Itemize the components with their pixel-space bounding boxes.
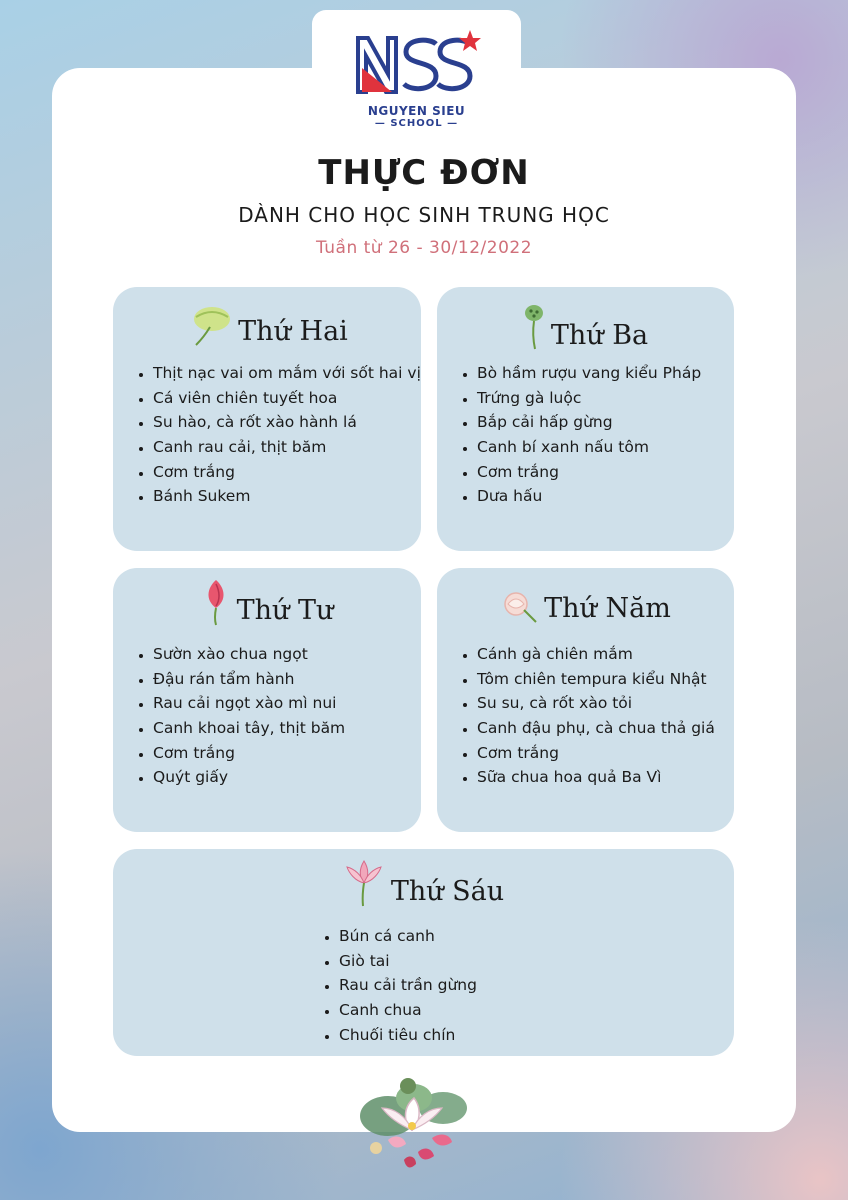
- day-title-tuesday: Thứ Ba: [550, 320, 649, 351]
- day-title-thursday: Thứ Năm: [544, 593, 671, 624]
- lotus-bouquet-icon: [348, 1068, 478, 1178]
- dish-list-wednesday: [135, 642, 345, 790]
- pink-lotus-icon: [343, 857, 385, 907]
- dish-item: • Bún cá canh: [339, 924, 477, 949]
- day-box-monday: [113, 287, 421, 551]
- day-title-friday: Thứ Sáu: [390, 876, 505, 907]
- dish-item: • Tôm chiên tempura kiểu Nhật: [477, 667, 715, 692]
- dish-item: • Sữa chua hoa quả Ba Vì: [477, 765, 715, 790]
- dish-item: • Giò tai: [339, 949, 477, 974]
- dish-item: • Canh rau cải, thịt băm: [153, 435, 421, 460]
- dish-item: • Thịt nạc vai om mắm với sốt hai vị: [153, 361, 421, 386]
- dish-item: • Canh bí xanh nấu tôm: [477, 435, 701, 460]
- dish-item: • Rau cải trần gừng: [339, 973, 477, 998]
- dish-list-friday: [321, 924, 477, 1047]
- day-title-wednesday: Thứ Tư: [236, 595, 334, 626]
- dish-item: • Dưa hấu: [477, 484, 701, 509]
- day-box-thursday: [437, 568, 734, 832]
- day-box-tuesday: [437, 287, 734, 551]
- dish-item: • Bắp cải hấp gừng: [477, 410, 701, 435]
- page-subtitle: DÀNH CHO HỌC SINH TRUNG HỌC: [238, 203, 610, 227]
- dish-item: • Bánh Sukem: [153, 484, 421, 509]
- school-name: NGUYEN SIEU: [367, 104, 466, 118]
- day-title-monday: Thứ Hai: [238, 316, 348, 347]
- dish-item: • Cánh gà chiên mắm: [477, 642, 715, 667]
- day-box-wednesday: [113, 568, 421, 832]
- dish-item: • Canh đậu phụ, cà chua thả giá: [477, 716, 715, 741]
- lotus-seed-pod-icon: [523, 303, 545, 351]
- dish-item: • Đậu rán tẩm hành: [153, 667, 345, 692]
- dish-item: • Quýt giấy: [153, 765, 345, 790]
- dish-item: • Cơm trắng: [153, 460, 421, 485]
- week-range: Tuần từ 26 - 30/12/2022: [315, 238, 533, 258]
- dish-item: • Bò hầm rượu vang kiểu Pháp: [477, 361, 701, 386]
- dish-list-monday: [135, 361, 421, 509]
- dish-item: • Cá viên chiên tuyết hoa: [153, 386, 421, 411]
- dish-item: • Rau cải ngọt xào mì nui: [153, 691, 345, 716]
- dish-item: • Canh khoai tây, thịt băm: [153, 716, 345, 741]
- day-box-friday: [113, 849, 734, 1056]
- page-title: THỰC ĐƠN: [318, 153, 530, 193]
- lotus-leaf-icon: [186, 303, 232, 347]
- dish-list-thursday: [459, 642, 715, 790]
- dish-item: • Cơm trắng: [477, 741, 715, 766]
- white-lotus-icon: [500, 590, 538, 624]
- dish-item: • Canh chua: [339, 998, 477, 1023]
- dish-item: • Cơm trắng: [153, 741, 345, 766]
- lotus-bud-icon: [201, 578, 231, 626]
- dish-item: • Sườn xào chua ngọt: [153, 642, 345, 667]
- dish-list-tuesday: [459, 361, 701, 509]
- dish-item: • Su hào, cà rốt xào hành lá: [153, 410, 421, 435]
- dish-item: • Cơm trắng: [477, 460, 701, 485]
- dish-item: • Trứng gà luộc: [477, 386, 701, 411]
- dish-item: • Su su, cà rốt xào tỏi: [477, 691, 715, 716]
- school-sub: — SCHOOL —: [374, 118, 459, 129]
- dish-item: • Chuối tiêu chín: [339, 1023, 477, 1048]
